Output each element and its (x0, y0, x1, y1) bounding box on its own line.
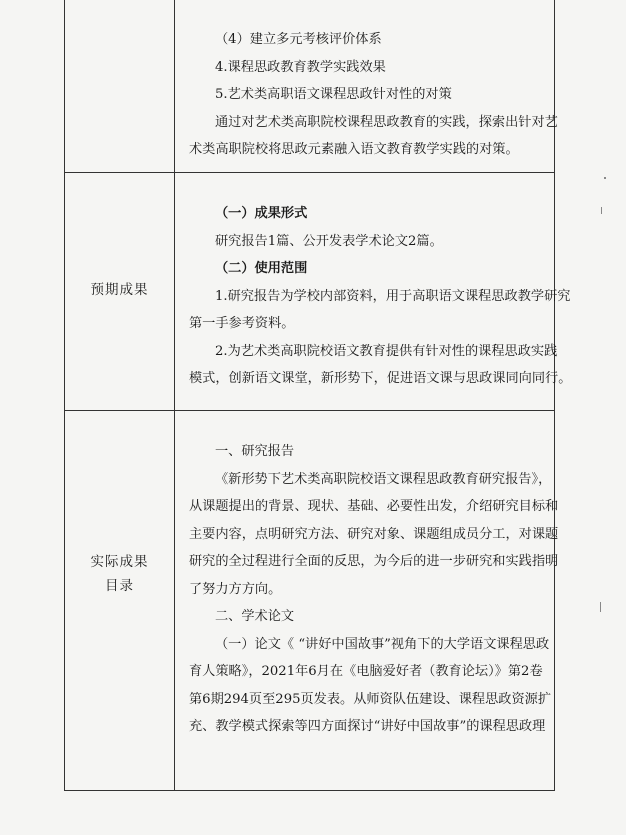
row1-line-2: 4.课程思政教育教学实践效果 (215, 59, 386, 75)
row2-line-3: （二）使用范围 (215, 261, 308, 276)
actual-results-label-line-2: 目录 (105, 578, 134, 594)
row3-line-7: 二、学术论文 (215, 609, 295, 624)
row-divider-1 (65, 172, 554, 173)
row3-line-11: 充、教学模式探索等四方面探讨“讲好中国故事”的课程思政理 (189, 719, 546, 734)
row2-content (189, 200, 572, 393)
expected-results-label: 预期成果 (90, 282, 149, 298)
row-divider-2 (65, 410, 554, 411)
row1-line-1: （4）建立多元考核评价体系 (215, 32, 382, 47)
row3-line-8: （一）论文《 “讲好中国故事”视角下的大学语文课程思政 (215, 636, 550, 652)
row3-line-10: 第6期294页至295页发表。从师资队伍建设、课程思政资源扩 (189, 691, 552, 707)
row2-line-2: 研究报告1篇、公开发表学术论文2篇。 (215, 233, 443, 249)
row2-line-5: 第一手参考资料。 (189, 316, 295, 331)
row3-line-6: 了努力方方向。 (189, 581, 282, 597)
row1-line-3: 5.艺术类高职语文课程思政针对性的对策 (215, 87, 452, 102)
scan-speck (601, 207, 602, 214)
actual-results-label (65, 550, 174, 598)
row3-line-2: 《新形势下艺术类高职院校语文课程思政教育研究报告》， (215, 471, 552, 487)
row1-line-5: 术类高职院校将思政元素融入语文教育教学实践的对策。 (189, 142, 519, 157)
row2-line-7: 模式，创新语文课堂，新形势下，促进语文课与思政课同向同行。 (189, 371, 572, 386)
row1-content (189, 26, 558, 164)
row3-line-3: 从课题提出的背景、现状、基础、必要性出发，介绍研究目标和 (189, 499, 559, 514)
column-divider (174, 0, 175, 790)
row1-line-4: 通过对艺术类高职院校课程思政教育的实践，探索出针对艺 (215, 114, 558, 130)
row2-line-6: 2.为艺术类高职院校语文教育提供有针对性的课程思政实践 (215, 343, 558, 359)
row3-line-5: 研究的全过程进行全面的反思，为今后的进一步研究和实践指明 (189, 554, 559, 569)
row2-line-4: 1.研究报告为学校内部资料，用于高职语文课程思政教学研究 (215, 288, 571, 304)
row3-content (189, 438, 559, 741)
scan-speck (604, 177, 606, 179)
row3-line-9: 育人策略》，2021年6月在《电脑爱好者（教育论坛）》第2卷 (189, 664, 543, 679)
achievement-table (64, 0, 572, 791)
row3-line-1: 一、研究报告 (215, 444, 295, 459)
scan-speck (600, 602, 601, 612)
actual-results-label-line-1: 实际成果 (90, 554, 149, 570)
row3-line-4: 主要内容，点明研究方法、研究对象、课题组成员分工，对课题 (189, 526, 559, 542)
row2-line-1: （一）成果形式 (215, 206, 308, 221)
